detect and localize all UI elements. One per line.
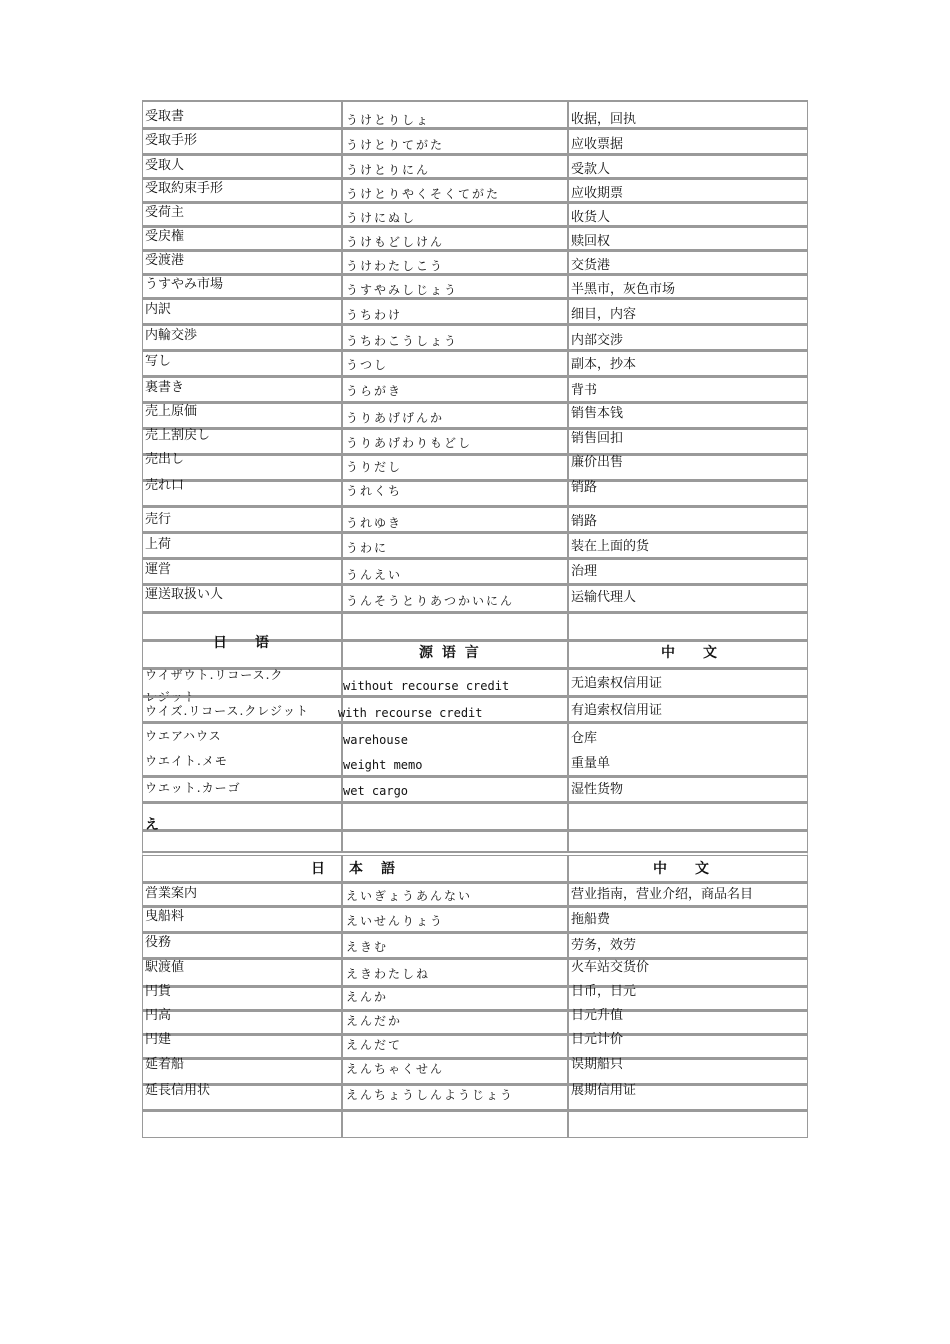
japanese-term: 営業案内 (145, 886, 198, 901)
japanese-term: うすやみ市場 (145, 277, 224, 292)
chinese-translation: 日元计价 (571, 1032, 624, 1047)
japanese-term: 上荷 (145, 537, 172, 552)
japanese-term: 曳船料 (145, 909, 185, 924)
chinese-translation: 误期船只 (571, 1057, 624, 1072)
column-header-row (142, 852, 808, 882)
table-row (142, 376, 808, 402)
chinese-translation: 受款人 (571, 162, 611, 177)
header-source-language: 源 语 言 (419, 645, 481, 661)
kana-reading: うりだし (346, 460, 403, 474)
chinese-translation: 运输代理人 (571, 590, 637, 605)
chinese-translation: 湿性货物 (571, 782, 624, 797)
kana-reading: うけにぬし (346, 211, 417, 225)
japanese-term: 写し (145, 354, 172, 369)
table-row (142, 584, 808, 612)
chinese-translation: 装在上面的货 (571, 539, 650, 554)
chinese-translation: 内部交涉 (571, 333, 624, 348)
kana-reading: うつし (346, 358, 389, 372)
chinese-translation: 拖船费 (571, 912, 611, 927)
table-row (142, 274, 808, 298)
japanese-term: 受取手形 (145, 133, 198, 148)
chinese-translation: 有追索权信用证 (571, 703, 663, 718)
kana-reading: えんだて (346, 1038, 403, 1052)
kana-reading: うわに (346, 541, 389, 555)
japanese-term: 内訳 (145, 302, 172, 317)
header-reading: 本 語 (349, 861, 397, 877)
japanese-term: ウエット.カーゴ (145, 781, 241, 795)
chinese-translation: 赎回权 (571, 234, 611, 249)
kana-reading: うらがき (346, 384, 403, 398)
kana-reading: えきむ (346, 940, 389, 954)
table-row (142, 1034, 808, 1058)
japanese-term: ウエイト.メモ (145, 754, 228, 768)
chinese-translation: 交货港 (571, 258, 611, 273)
kana-reading: えんだか (346, 1014, 403, 1028)
english-term: warehouse (343, 733, 409, 747)
section-letter: え (145, 817, 159, 833)
chinese-translation: 无追索权信用证 (571, 676, 663, 691)
kana-reading: えんか (346, 990, 389, 1004)
table-row (142, 906, 808, 932)
table-row (142, 882, 808, 906)
chinese-translation: 营业指南，营业介绍，商品名目 (571, 887, 754, 902)
table-row (142, 1058, 808, 1084)
japanese-term: 役務 (145, 935, 172, 950)
japanese-term: 受戻権 (145, 229, 185, 244)
table-row (142, 350, 808, 376)
japanese-term: 受取人 (145, 158, 185, 173)
japanese-term: 運営 (145, 562, 172, 577)
chinese-translation: 日元升值 (571, 1008, 624, 1023)
kana-reading: うけとりにん (346, 163, 431, 177)
kana-reading: うけとりてがた (346, 138, 445, 152)
kana-reading: うりあげげんか (346, 411, 445, 425)
japanese-term: 内輪交渉 (145, 328, 198, 343)
chinese-translation: 销售本钱 (571, 406, 624, 421)
table-row (142, 324, 808, 350)
chinese-translation: 应收期票 (571, 186, 624, 201)
table-row (142, 480, 808, 506)
section-row (142, 802, 808, 833)
table-row (142, 668, 808, 704)
kana-reading: えきわたしね (346, 967, 431, 981)
japanese-term: 売上原価 (145, 404, 198, 419)
chinese-translation: 半黑市，灰色市场 (571, 282, 676, 297)
chinese-translation: 销路 (571, 480, 598, 495)
table-row (142, 226, 808, 250)
japanese-term: ウイザウト.リコース.クレジット (145, 668, 284, 704)
table-row (142, 250, 808, 274)
japanese-term: 受荷主 (145, 205, 185, 220)
chinese-translation: 收货人 (571, 210, 611, 225)
japanese-term: 売行 (145, 512, 172, 527)
chinese-translation: 火车站交货价 (571, 960, 650, 975)
kana-reading: うんえい (346, 568, 403, 582)
kana-reading: うりあげわりもどし (346, 436, 473, 450)
table-row (142, 402, 808, 428)
chinese-translation: 背书 (571, 383, 598, 398)
table-row (142, 202, 808, 226)
japanese-term: 受渡港 (145, 253, 185, 268)
kana-reading: うんそうとりあつかいにん (346, 594, 515, 608)
japanese-term: 売れ口 (145, 478, 185, 493)
kana-reading: うれゆき (346, 516, 403, 530)
table-row (142, 454, 808, 480)
chinese-translation: 细目，内容 (571, 307, 637, 322)
chinese-translation: 治理 (571, 564, 598, 579)
table-row (142, 154, 808, 178)
table-row (142, 696, 808, 722)
kana-reading: うけもどしけん (346, 235, 445, 249)
chinese-translation: 应收票据 (571, 137, 624, 152)
chinese-translation: 仓库 (571, 731, 598, 746)
empty-row (142, 1110, 808, 1138)
japanese-term: 延長信用状 (145, 1083, 211, 1098)
english-term: without recourse credit (343, 679, 510, 693)
english-term: with recourse credit (338, 706, 483, 720)
english-term: weight memo (343, 758, 423, 772)
table-row (142, 298, 808, 324)
japanese-term: ウエアハウス (145, 729, 222, 743)
table-row (142, 178, 808, 202)
table-row (142, 532, 808, 558)
table-row (142, 776, 808, 802)
table-row (142, 722, 808, 776)
japanese-term: 売上割戻し (145, 428, 211, 443)
table-row (142, 100, 808, 128)
kana-reading: うすやみしじょう (346, 283, 459, 297)
kana-reading: うちわけ (346, 308, 403, 322)
japanese-term: 裏書き (145, 380, 185, 395)
table-row (142, 1010, 808, 1034)
japanese-term: 運送取扱い人 (145, 587, 224, 602)
table-row (142, 506, 808, 532)
chinese-translation: 销路 (571, 514, 598, 529)
table-row (142, 986, 808, 1010)
kana-reading: うけとりしょ (346, 113, 431, 127)
japanese-term: 受取約束手形 (145, 181, 224, 196)
kana-reading: えんちょうしんようじょう (346, 1088, 515, 1102)
japanese-term: 売出し (145, 452, 185, 467)
chinese-translation: 副本，抄本 (571, 357, 637, 372)
japanese-term: ウイズ.リコース.クレジット (145, 704, 310, 718)
kana-reading: うれくち (346, 484, 403, 498)
empty-row (142, 830, 808, 852)
chinese-translation: 收据，回执 (571, 112, 637, 127)
chinese-translation: 展期信用证 (571, 1083, 637, 1098)
kana-reading: えいせんりょう (346, 914, 445, 928)
japanese-term: 円貨 (145, 984, 172, 999)
japanese-term: 駅渡値 (145, 960, 185, 975)
kana-reading: うちわこうしょう (346, 334, 459, 348)
chinese-translation: 销售回扣 (571, 431, 624, 446)
kana-reading: うけとりやくそくてがた (346, 187, 501, 201)
chinese-translation: 劳务，效劳 (571, 938, 637, 953)
header-chinese: 中 文 (661, 645, 717, 661)
header-japanese: 日 (311, 861, 325, 877)
kana-reading: えいぎょうあんない (346, 889, 473, 903)
japanese-term: 円建 (145, 1032, 172, 1047)
japanese-term: 円高 (145, 1008, 172, 1023)
kana-reading: えんちゃくせん (346, 1062, 445, 1076)
table-row (142, 1084, 808, 1110)
table-row (142, 558, 808, 584)
vocabulary-table (142, 100, 808, 1138)
header-japanese: 日 语 (213, 635, 269, 651)
kana-reading: うけわたしこう (346, 259, 445, 273)
chinese-translation: 廉价出售 (571, 455, 624, 470)
table-row (142, 428, 808, 454)
table-row (142, 128, 808, 154)
header-chinese: 中 文 (653, 861, 709, 877)
chinese-translation: 日币，日元 (571, 984, 637, 999)
english-term: wet cargo (343, 784, 409, 798)
japanese-term: 受取書 (145, 109, 185, 124)
chinese-translation: 重量单 (571, 756, 611, 771)
table-row (142, 932, 808, 958)
table-row (142, 958, 808, 986)
japanese-term: 延着船 (145, 1057, 185, 1072)
